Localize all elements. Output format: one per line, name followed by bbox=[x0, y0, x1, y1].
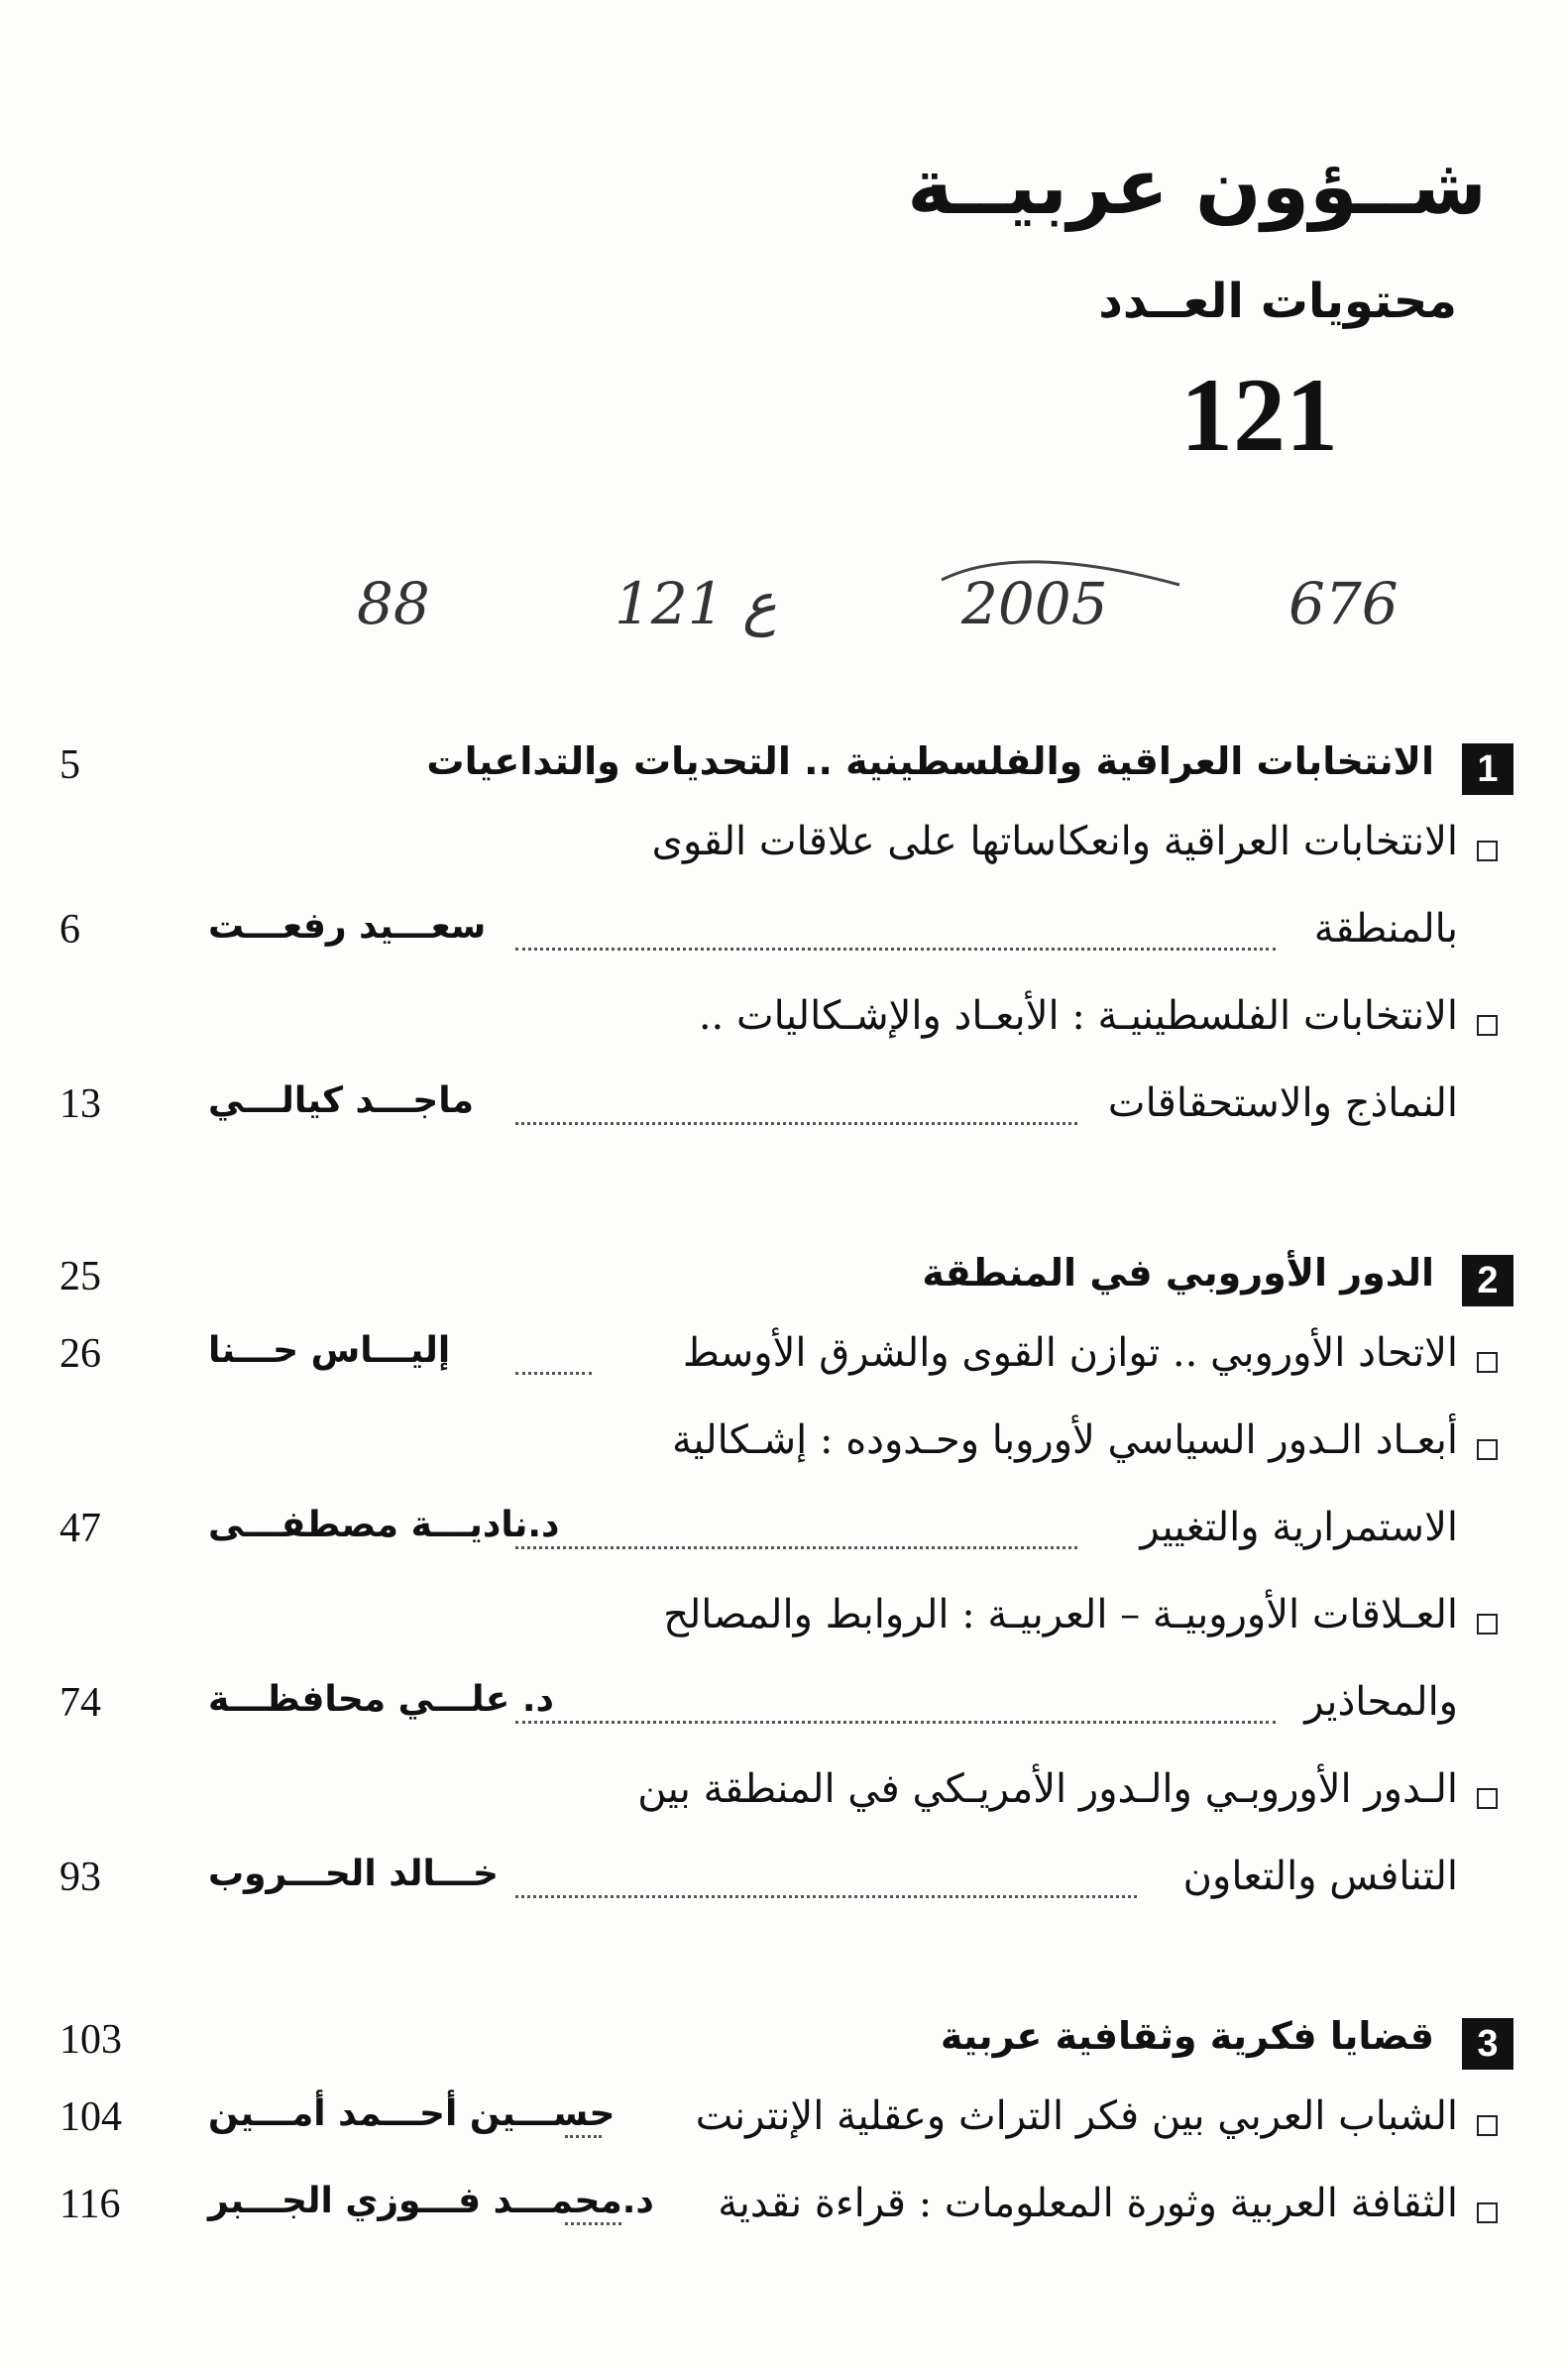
scribble-mark-icon bbox=[932, 550, 1189, 610]
handwritten-annotation bbox=[357, 570, 1457, 679]
section-page-number: 25 bbox=[59, 1254, 101, 1299]
entry-author: سعـــيد رفعـــت bbox=[208, 906, 487, 947]
handwritten-code: 676 bbox=[1288, 570, 1399, 637]
entry-author: إليـــاس حـــنا bbox=[208, 1330, 451, 1371]
dot-leader bbox=[515, 1721, 1276, 1724]
checkbox-bullet-icon bbox=[1477, 2202, 1498, 2223]
section-page-number: 5 bbox=[59, 742, 80, 788]
section-header bbox=[59, 1247, 1513, 1324]
section-title: الدور الأوروبي في المنطقة bbox=[922, 1251, 1434, 1295]
entry-author: د. علـــي محافظـــة bbox=[208, 1679, 554, 1720]
dot-leader bbox=[565, 2135, 602, 2138]
entry-title-line-2: بالمنطقة bbox=[1313, 906, 1458, 952]
entry-page-number: 26 bbox=[59, 1331, 101, 1377]
masthead bbox=[694, 143, 1487, 476]
checkbox-bullet-icon bbox=[1477, 1788, 1498, 1809]
entry-title-line-1: الـدور الأوروبـي والـدور الأمريـكي في المنطقة بين bbox=[637, 1766, 1458, 1812]
entry-author: د.محمـــد فـــوزي الجـــبر bbox=[208, 2181, 654, 2221]
entry-title-line-1: الانتخابات الفلسطينيـة : الأبعـاد والإشـكاليات .. bbox=[698, 993, 1458, 1039]
section-number-badge: 1 bbox=[1462, 743, 1513, 795]
entry-title-line-1: الشباب العربي بين فكر التراث وعقلية الإنترنت bbox=[695, 2093, 1458, 2139]
magazine-title: شــؤون عربيــة bbox=[907, 143, 1487, 232]
entry-author: ماجـــد كيالـــي bbox=[208, 1080, 474, 1121]
handwritten-issue: 121 ع bbox=[615, 570, 777, 637]
dot-leader bbox=[515, 948, 1276, 951]
toc-entry[interactable] bbox=[59, 1324, 1513, 1411]
dot-leader bbox=[515, 1895, 1137, 1898]
toc-section-3 bbox=[59, 2010, 1513, 2262]
section-header bbox=[59, 2010, 1513, 2087]
toc-entry[interactable] bbox=[59, 1411, 1513, 1586]
toc-entry[interactable] bbox=[59, 2175, 1513, 2262]
entry-page-number: 13 bbox=[59, 1081, 101, 1127]
toc-section-1 bbox=[59, 735, 1513, 1162]
entry-page-number: 104 bbox=[59, 2094, 122, 2140]
toc-entry[interactable] bbox=[59, 2087, 1513, 2175]
handwritten-number-1: 88 bbox=[357, 570, 430, 637]
entry-title-line-2: النماذج والاستحقاقات bbox=[1107, 1080, 1458, 1126]
dot-leader bbox=[565, 2222, 621, 2225]
entry-title-line-1: أبعـاد الـدور السياسي لأوروبا وحـدوده : إشـكالية bbox=[671, 1417, 1458, 1463]
entry-title-line-1: الثقافة العربية وثورة المعلومات : قراءة نقدية bbox=[718, 2181, 1458, 2226]
checkbox-bullet-icon bbox=[1477, 2115, 1498, 2136]
section-number-badge: 3 bbox=[1462, 2018, 1513, 2070]
toc-entry[interactable] bbox=[59, 987, 1513, 1162]
entry-author: خـــالد الحـــروب bbox=[208, 1854, 499, 1894]
section-number-badge: 2 bbox=[1462, 1255, 1513, 1306]
checkbox-bullet-icon bbox=[1477, 1614, 1498, 1635]
entry-title-line-2: الاستمرارية والتغيير bbox=[1140, 1505, 1458, 1550]
toc-entry[interactable] bbox=[59, 1760, 1513, 1935]
checkbox-bullet-icon bbox=[1477, 841, 1498, 861]
entry-page-number: 47 bbox=[59, 1506, 101, 1551]
entry-title-line-2: التنافس والتعاون bbox=[1182, 1854, 1458, 1899]
section-page-number: 103 bbox=[59, 2017, 122, 2063]
issue-number: 121 bbox=[1180, 357, 1338, 473]
dot-leader bbox=[515, 1546, 1077, 1549]
entry-page-number: 93 bbox=[59, 1855, 101, 1900]
handwritten-year: 2005 bbox=[961, 570, 1108, 637]
checkbox-bullet-icon bbox=[1477, 1015, 1498, 1036]
entry-author: د.ناديـــة مصطفـــى bbox=[208, 1505, 560, 1545]
dot-leader bbox=[515, 1372, 592, 1375]
entry-author: حســـين أحـــمد أمـــين bbox=[208, 2093, 616, 2134]
checkbox-bullet-icon bbox=[1477, 1439, 1498, 1460]
entry-page-number: 6 bbox=[59, 907, 80, 953]
toc-entry[interactable] bbox=[59, 813, 1513, 987]
entry-title-line-1: العـلاقات الأوروبيـة – العربيـة : الروابط والمصالح bbox=[663, 1592, 1458, 1637]
toc-section-2 bbox=[59, 1247, 1513, 1935]
section-title: الانتخابات العراقية والفلسطينية .. التحديات والتداعيات bbox=[426, 739, 1434, 783]
entry-page-number: 116 bbox=[59, 2182, 121, 2227]
section-title: قضايا فكرية وثقافية عربية bbox=[940, 2014, 1434, 2058]
section-header bbox=[59, 735, 1513, 813]
toc-entry[interactable] bbox=[59, 1586, 1513, 1760]
entry-title-line-2: والمحاذير bbox=[1304, 1679, 1458, 1725]
dot-leader bbox=[515, 1122, 1077, 1125]
entry-page-number: 74 bbox=[59, 1680, 101, 1726]
entry-title-line-1: الانتخابات العراقية وانعكاساتها على علاقات القوى bbox=[651, 819, 1458, 864]
checkbox-bullet-icon bbox=[1477, 1352, 1498, 1373]
contents-heading: محتويات العــدد bbox=[1098, 274, 1457, 329]
entry-title-line-1: الاتحاد الأوروبي .. توازن القوى والشرق الأوسط bbox=[682, 1330, 1458, 1376]
